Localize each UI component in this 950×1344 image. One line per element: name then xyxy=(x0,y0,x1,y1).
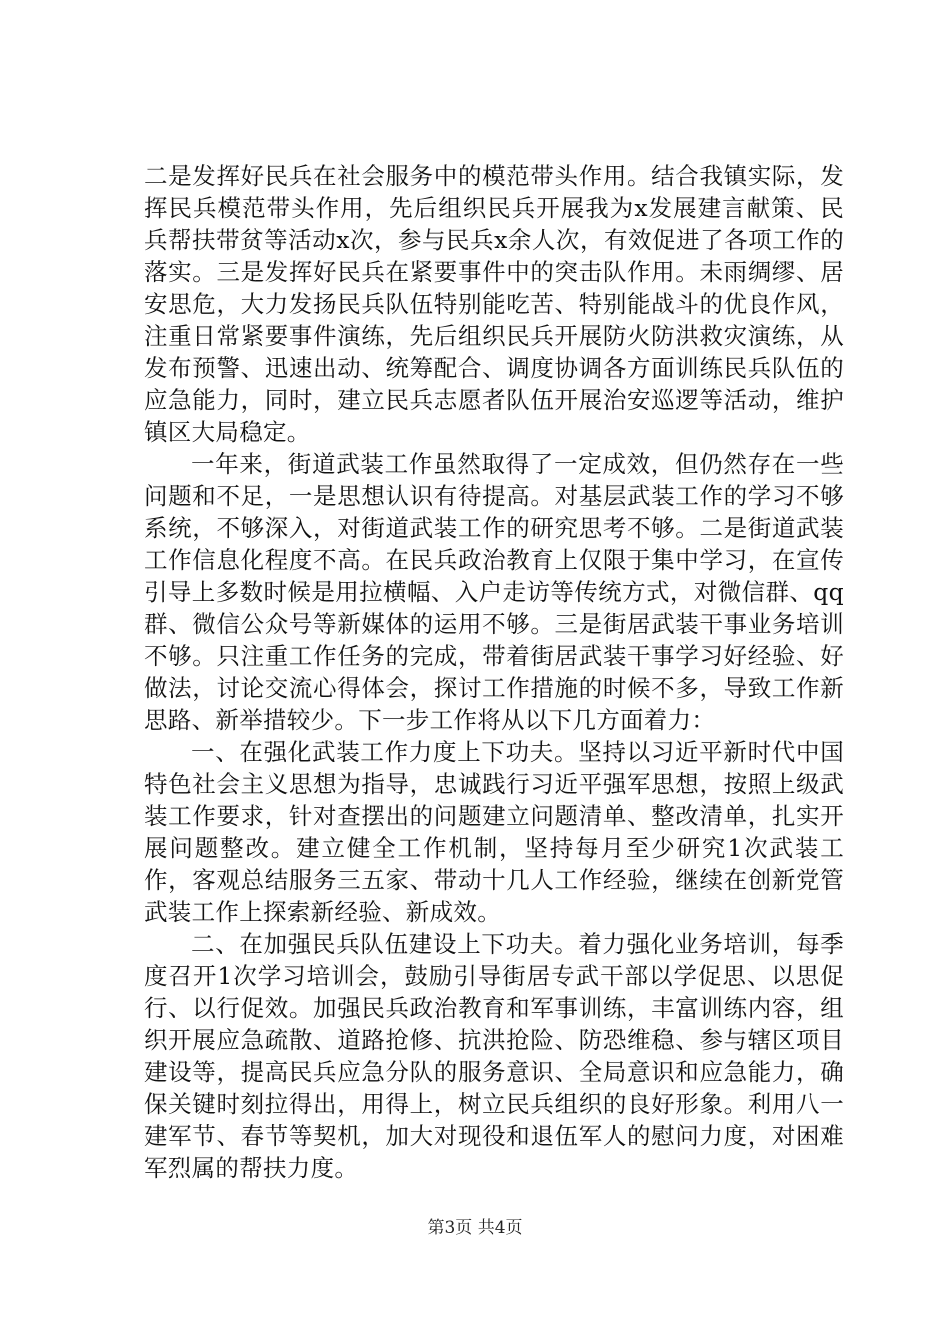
page-footer: 第3页 共4页 xyxy=(427,1218,523,1238)
paragraph-militia-service: 二是发挥好民兵在社会服务中的模范带头作用。结合我镇实际，发挥民兵模范带头作用，先后组织民兵开展我为x发展建言献策、民兵帮扶带贫等活动x次，参与民兵x余人次，有效促进了各项工作的落实。三是发挥好民兵在紧要事件中的突击队作用。未雨绸缪、居安思危，大力发扬民兵队伍特别能吃苦、特别能战斗的优良作风，注重日常紧要事件演练，先后组织民兵开展防火防洪救灾演练，从发布预警、迅速出动、统筹配合、调度协调各方面训练民兵队伍的应急能力，同时，建立民兵志愿者队伍开展治安巡逻等活动，维护镇区大局稳定。 xyxy=(144,162,844,446)
paragraph-problems: 一年来，街道武装工作虽然取得了一定成效，但仍然存在一些问题和不足，一是思想认识有待提高。对基层武装工作的学习不够系统，不够深入，对街道武装工作的研究思考不够。二是街道武装工作信息化程度不高。在民兵政治教育上仅限于集中学习，在宣传引导上多数时候是用拉横幅、入户走访等传统方式，对微信群、qq群、微信公众号等新媒体的运用不够。三是街居武装干事业务培训不够。只注重工作任务的完成，带着街居武装干事学习好经验、好做法，讨论交流心得体会，探讨工作措施的时候不多，导致工作新思路、新举措较少。下一步工作将从以下几方面着力： xyxy=(144,450,844,734)
paragraph-plan-two: 二、在加强民兵队伍建设上下功夫。着力强化业务培训，每季度召开1次学习培训会，鼓励引导街居专武干部以学促思、以思促行、以行促效。加强民兵政治教育和军事训练，丰富训练内容，组织开展应急疏散、道路抢修、抗洪抢险、防恐维稳、参与辖区项目建设等，提高民兵应急分队的服务意识、全局意识和应急能力，确保关键时刻拉得出，用得上，树立民兵组织的良好形象。利用八一建军节、春节等契机，加大对现役和退伍军人的慰问力度，对困难军烈属的帮扶力度。 xyxy=(144,930,844,1182)
paragraph-plan-one: 一、在强化武装工作力度上下功夫。坚持以习近平新时代中国特色社会主义思想为指导，忠诚践行习近平强军思想，按照上级武装工作要求，针对查摆出的问题建立问题清单、整改清单，扎实开展问题整改。建立健全工作机制，坚持每月至少研究1次武装工作，客观总结服务三五家、带动十几人工作经验，继续在创新党管武装工作上探索新经验、新成效。 xyxy=(144,738,844,926)
document-body xyxy=(144,160,844,1184)
